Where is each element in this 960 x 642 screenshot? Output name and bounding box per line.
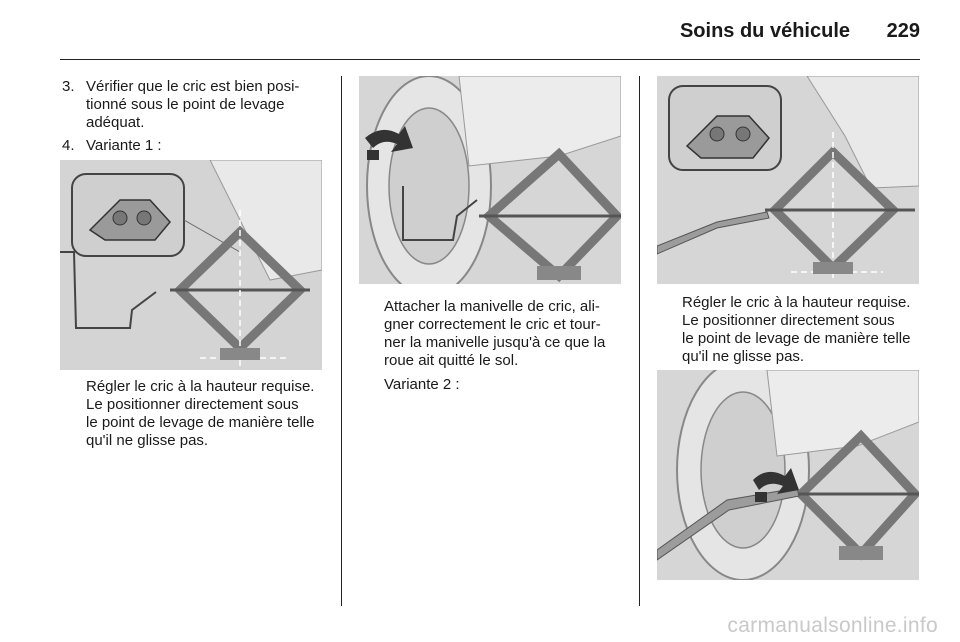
step-3-number: 3. — [62, 78, 75, 95]
col1-para-line-4: qu'il ne glisse pas. — [86, 432, 209, 449]
jack-figure-4 — [657, 370, 919, 580]
col2-para-line-1: Attacher la manivelle de cric, ali- — [384, 298, 600, 315]
col3-para-line-4: qu'il ne glisse pas. — [682, 348, 805, 365]
column-divider-1 — [341, 76, 342, 606]
col3-para-line-1: Régler le cric à la hauteur requise. — [682, 294, 911, 311]
col2-para-line-4: roue ait quitté le sol. — [384, 352, 519, 369]
col1-para-line-2: Le positionner directement sous — [86, 396, 299, 413]
jack-figure-1 — [60, 160, 322, 370]
column-divider-2 — [639, 76, 640, 606]
step-3-line-3: adéquat. — [86, 114, 145, 131]
jack-illustration-4 — [657, 370, 919, 580]
col3-para-line-2: Le positionner directement sous — [682, 312, 895, 329]
jack-figure-2 — [359, 76, 621, 284]
step-3-line-1: Vérifier que le cric est bien posi- — [86, 78, 300, 95]
col2-variant-2: Variante 2 : — [384, 376, 460, 393]
step-3-line-2: tionné sous le point de levage — [86, 96, 285, 113]
page-number: 229 — [886, 20, 920, 42]
jack-illustration-3 — [657, 76, 919, 284]
page-header-title: Soins du véhicule — [679, 20, 850, 42]
jack-illustration-2 — [359, 76, 621, 284]
jack-illustration-1 — [60, 160, 322, 370]
col3-para-line-3: le point de levage de manière telle — [682, 330, 911, 347]
col2-para-line-2: gner correctement le cric et tour- — [384, 316, 601, 333]
watermark: carmanualsonline.info — [727, 614, 938, 637]
col1-para-line-1: Régler le cric à la hauteur requise. — [86, 378, 315, 395]
jack-figure-3 — [657, 76, 919, 284]
step-4-text: Variante 1 : — [86, 137, 162, 154]
col1-para-line-3: le point de levage de manière telle — [86, 414, 315, 431]
col2-para-line-3: ner la manivelle jusqu'à ce que la — [384, 334, 606, 351]
header-rule — [60, 59, 920, 60]
step-4-number: 4. — [62, 137, 75, 154]
